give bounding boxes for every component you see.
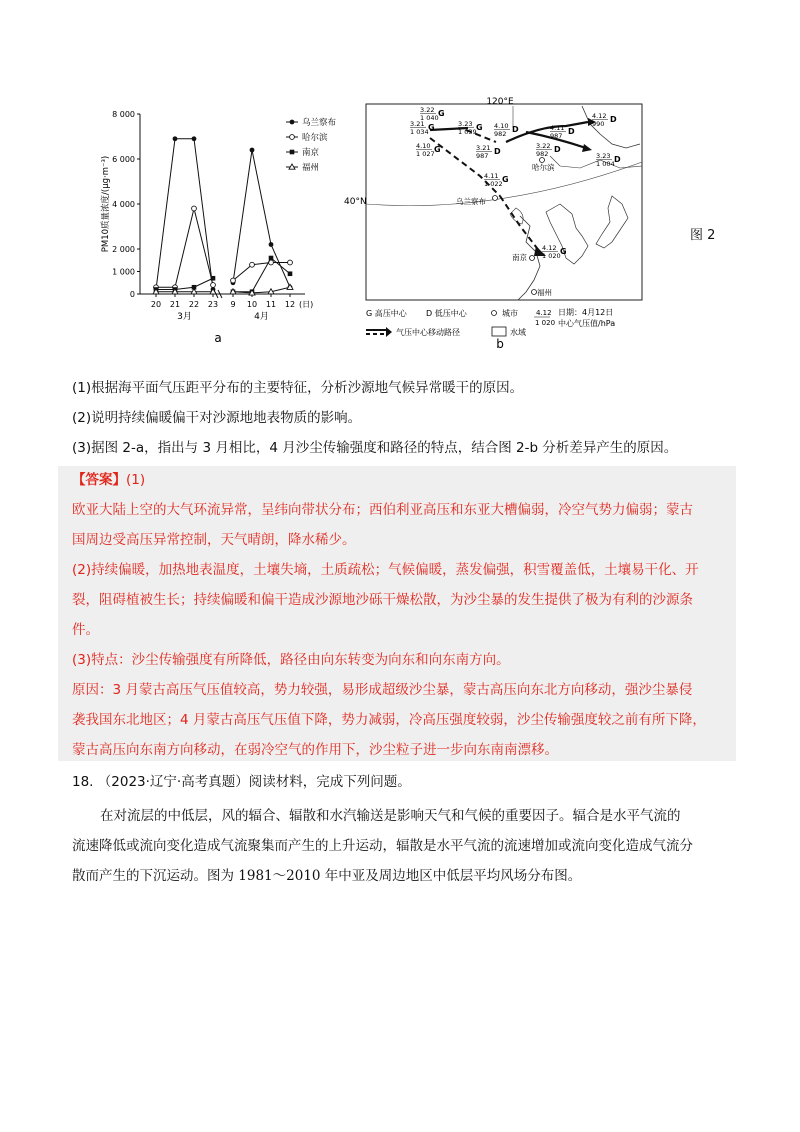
- pressure-value: 1 020: [542, 252, 561, 260]
- pressure-center-code: D: [610, 115, 617, 124]
- answer-line: (2)持续偏暖，加热地表温度，土壤失墒，土质疏松；气候偏暖，蒸发偏强，积雪覆盖低，土壤易干化、开: [72, 562, 699, 578]
- legend-sample-text-top: 日期：4月12日: [558, 308, 614, 317]
- answer-header: [72, 470, 145, 490]
- legend-high: G 高压中心: [366, 309, 407, 318]
- city-label-nanjing: 南京: [512, 253, 527, 262]
- data-point: [250, 148, 255, 153]
- pressure-center-code: D: [614, 155, 621, 164]
- legend-water: 水域: [510, 328, 526, 337]
- legend-label: 福州: [302, 163, 320, 173]
- answer-line: 欧亚大陆上空的大气环流异常，呈纬向带状分布；西伯利亚高压和东亚大槽偏弱，冷空气势力偏弱；蒙古: [72, 502, 693, 518]
- pm10-line-chart: [100, 100, 350, 350]
- data-point: [290, 135, 295, 140]
- data-point: [290, 120, 295, 125]
- x-tick-label: 21: [169, 300, 181, 309]
- pressure-date: 3.22: [420, 106, 435, 114]
- coastline: [582, 106, 640, 148]
- x-tick-label: 11: [265, 300, 277, 309]
- pressure-date: 3.21: [410, 120, 425, 128]
- pressure-value: 1 022: [484, 180, 503, 188]
- answer-line: 件。: [72, 622, 99, 638]
- city-label-ulanqab: 乌兰察布: [456, 197, 486, 206]
- x-tick-label: 10: [246, 300, 258, 309]
- answer-line: 原因：3 月蒙古高压气压值较高，势力较强，易形成超级沙尘暴，蒙古高压向东北方向移动，强沙尘暴侵: [72, 682, 693, 698]
- q18-header: 18. （2023·辽宁·高考真题）阅读材料，完成下列问题。: [72, 774, 411, 790]
- arrowhead: [386, 327, 392, 337]
- series-line: [233, 263, 290, 281]
- path-april-high-2: [500, 196, 540, 252]
- city-marker: [530, 256, 535, 261]
- pressure-center-code: G: [428, 123, 435, 132]
- chart-caption: a: [214, 331, 222, 345]
- data-point: [250, 262, 255, 267]
- map-legend: [366, 307, 615, 337]
- y-tick-label: 0: [129, 290, 135, 299]
- answer-tag-num: (1): [126, 472, 146, 488]
- pressure-value: 1 027: [416, 150, 435, 158]
- pressure-center-code: G: [438, 109, 445, 118]
- pressure-center-code: G: [434, 145, 441, 154]
- pressure-center-code: D: [494, 147, 501, 156]
- question-3: (3)据图 2-a，指出与 3 月相比，4 月沙尘传输强度和路径的特点，结合图 2-b 分析差异产生的原因。: [72, 440, 678, 456]
- data-point: [288, 271, 293, 276]
- pressure-value: 982: [536, 150, 549, 158]
- answer-line: 袭我国东北地区；4 月蒙古高压气压值下降，势力减弱，冷高压强度较弱，沙尘传输强度较之前有所下降，: [72, 712, 706, 728]
- answer-tag: 【答案】: [72, 472, 126, 488]
- month-label: 3月: [177, 312, 192, 322]
- pressure-date: 4.10: [494, 122, 509, 130]
- figure-label: 图 2: [690, 228, 716, 243]
- question-1: (1)根据海平面气压距平分布的主要特征，分析沙源地气候异常暖干的原因。: [72, 380, 524, 396]
- legend-sample-date: 4.12: [536, 309, 552, 317]
- x-tick-label: 12: [284, 300, 296, 309]
- pressure-date: 3.21: [476, 144, 491, 152]
- city-marker: [493, 196, 498, 201]
- legend-city-icon: [492, 311, 497, 316]
- pressure-value: 987: [476, 152, 489, 160]
- legend-path: 气压中心移动路径: [396, 328, 460, 337]
- series-line: [156, 139, 213, 290]
- city-label-fuzhou: 福州: [537, 288, 552, 297]
- legend-label: 南京: [302, 148, 320, 158]
- data-point: [269, 242, 274, 247]
- japan-islands: [596, 196, 628, 248]
- pressure-date: 3.22: [536, 142, 551, 150]
- pressure-value: 1 034: [410, 128, 429, 136]
- map-caption: b: [496, 337, 504, 351]
- pressure-center-code: G: [476, 123, 483, 132]
- month-label: 4月: [254, 312, 269, 322]
- data-point: [192, 206, 197, 211]
- legend-label: 乌兰察布: [302, 118, 337, 128]
- data-point: [173, 136, 178, 141]
- pressure-date: 4.11: [550, 124, 565, 132]
- legend-city: 城市: [502, 309, 518, 318]
- legend-label: 哈尔滨: [302, 133, 328, 143]
- y-tick-label: 8 000: [112, 110, 135, 119]
- data-point: [290, 150, 295, 155]
- pressure-center-map: [344, 96, 660, 351]
- data-point: [211, 283, 216, 288]
- pressure-value: 1 004: [596, 160, 615, 168]
- pressure-center-code: D: [554, 145, 561, 154]
- x-tick-label: 22: [188, 300, 200, 309]
- pressure-value: 987: [550, 132, 563, 140]
- data-point: [231, 278, 236, 283]
- legend-sample-text-bottom: 中心气压值/hPa: [558, 319, 616, 328]
- y-axis-label: PM10质量浓度/(μg·m⁻³): [101, 155, 111, 253]
- y-tick-label: 2 000: [112, 245, 135, 254]
- x-tick-label: 9: [230, 300, 236, 309]
- data-point: [269, 256, 274, 261]
- city-label-harbin: 哈尔滨: [532, 163, 555, 172]
- data-point: [192, 136, 197, 141]
- answer-line: 裂，阻碍植被生长；持续偏暖和偏干造成沙源地沙砾干燥松散，为沙尘暴的发生提供了极为有利的沙源条: [72, 592, 693, 608]
- pressure-date: 4.10: [416, 142, 431, 150]
- pressure-date: 4.11: [484, 172, 499, 180]
- pressure-value: 1 040: [420, 114, 439, 122]
- q18-paragraph-line: 散而产生的下沉运动。图为 1981～2010 年中亚及周边地区中低层平均风场分布图。: [72, 868, 582, 884]
- legend-low: D 低压中心: [426, 309, 467, 318]
- pressure-date: 3.23: [596, 152, 611, 160]
- pressure-value: 982: [494, 130, 507, 138]
- series-line: [156, 278, 213, 289]
- q18-paragraph-line: 在对流层的中低层，风的辐合、辐散和水汽输送是影响天气和气候的重要因子。辐合是水平气流的: [100, 808, 681, 824]
- pressure-center-code: G: [560, 247, 567, 256]
- longitude-label: 120°E: [486, 97, 514, 107]
- pressure-center-code: D: [512, 125, 519, 134]
- answer-line: 蒙古高压向东南方向移动，在弱冷空气的作用下，沙尘粒子进一步向东南南漂移。: [72, 742, 558, 758]
- city-marker: [532, 290, 537, 295]
- pressure-date: 4.12: [542, 244, 557, 252]
- data-point: [211, 276, 216, 281]
- series-line: [233, 258, 290, 292]
- legend-sample-value: 1 020: [535, 319, 556, 327]
- pressure-value: 990: [592, 120, 605, 128]
- x-tick-label: 20: [150, 300, 162, 309]
- pressure-center-code: G: [502, 175, 509, 184]
- city-marker: [540, 158, 545, 163]
- pressure-center-code: D: [568, 127, 575, 136]
- pressure-value: 1 039: [458, 128, 477, 136]
- legend-water-icon: [492, 327, 506, 336]
- answer-line: (3)特点：沙尘传输强度有所降低，路径由向东转变为向东和向东南方向。: [72, 652, 510, 668]
- pressure-date: 3.23: [458, 120, 473, 128]
- y-tick-label: 6 000: [112, 155, 135, 164]
- q18-paragraph-line: 流速降低或流向变化造成气流聚集而产生的上升运动，辐散是水平气流的流速增加或流向变化造成气流分: [72, 838, 693, 854]
- pressure-date: 4.12: [592, 112, 607, 120]
- latitude-label: 40°N: [344, 197, 367, 207]
- question-2: (2)说明持续偏暖偏干对沙源地地表物质的影响。: [72, 410, 362, 426]
- y-tick-label: 1 000: [112, 267, 135, 277]
- y-tick-label: 4 000: [112, 200, 135, 209]
- answer-line: 国周边受高压异常控制，天气晴朗，降水稀少。: [72, 532, 356, 548]
- series-line: [233, 287, 290, 293]
- x-tick-label: 23: [207, 300, 219, 309]
- data-point: [288, 260, 293, 265]
- arrowhead: [582, 144, 592, 152]
- x-axis-unit: (日): [299, 300, 314, 309]
